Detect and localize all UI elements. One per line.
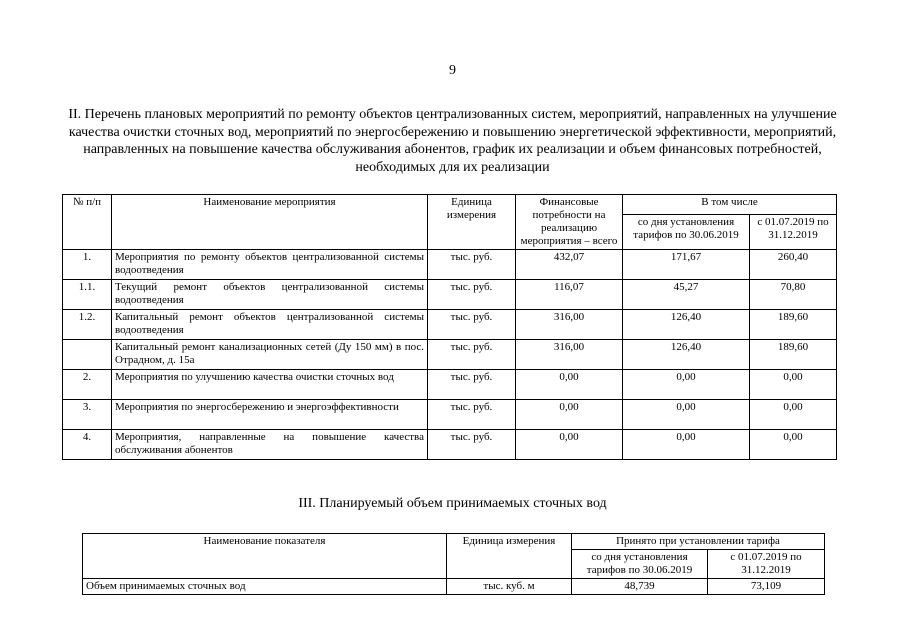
measures-table	[62, 194, 837, 460]
row-num: 1.	[63, 250, 112, 280]
table-header-row	[83, 534, 825, 550]
row-num: 1.1.	[63, 280, 112, 310]
table-row	[83, 579, 825, 595]
col-header-unit: Единица измерения	[428, 195, 516, 250]
volume-table	[82, 533, 825, 595]
row-name: Текущий ремонт объектов централизованной системы водоотведения	[112, 280, 428, 310]
row-unit: тыс. руб.	[428, 340, 516, 370]
row-period2: 70,80	[750, 280, 837, 310]
table-row	[63, 370, 837, 400]
col-header-num: № п/п	[63, 195, 112, 250]
row-unit: тыс. куб. м	[447, 579, 572, 595]
row-total: 316,00	[516, 310, 623, 340]
col-header-including: В том числе	[623, 195, 837, 215]
row-total: 0,00	[516, 370, 623, 400]
row-total: 0,00	[516, 400, 623, 430]
row-period2: 189,60	[750, 310, 837, 340]
table-row	[63, 340, 837, 370]
row-num: 1.2.	[63, 310, 112, 340]
row-unit: тыс. руб.	[428, 400, 516, 430]
table-row	[63, 280, 837, 310]
table-row	[63, 250, 837, 280]
col-header-period2: с 01.07.2019 по 31.12.2019	[708, 550, 825, 579]
row-total: 316,00	[516, 340, 623, 370]
row-period2: 0,00	[750, 430, 837, 460]
table-row	[63, 400, 837, 430]
table-header-row	[63, 195, 837, 215]
row-period1: 126,40	[623, 310, 750, 340]
row-name: Капитальный ремонт объектов централизованной системы водоотведения	[112, 310, 428, 340]
row-total: 0,00	[516, 430, 623, 460]
row-period2: 0,00	[750, 370, 837, 400]
table-row	[63, 430, 837, 460]
row-period1: 171,67	[623, 250, 750, 280]
row-num: 2.	[63, 370, 112, 400]
row-period1: 45,27	[623, 280, 750, 310]
section-3-heading: III. Планируемый объем принимаемых сточных вод	[298, 496, 607, 511]
row-name: Мероприятия по ремонту объектов централизованной системы водоотведения	[112, 250, 428, 280]
col-header-indicator: Наименование показателя	[83, 534, 447, 579]
row-period1: 0,00	[623, 370, 750, 400]
row-name: Мероприятия по энергосбережению и энергоэффективности	[112, 400, 428, 430]
row-period2: 189,60	[750, 340, 837, 370]
col-header-period1: со дня установления тарифов по 30.06.2019	[572, 550, 708, 579]
row-total: 116,07	[516, 280, 623, 310]
row-unit: тыс. руб.	[428, 370, 516, 400]
col-header-name: Наименование мероприятия	[112, 195, 428, 250]
section-2-heading: II. Перечень плановых мероприятий по ремонту объектов централизованных систем, мероприятий, направленных на улучшение качества очистки сточных вод, мероприятий по энергосбережению и повышению энергетической эффективности, мероприятий, направленных на повышение качества обслуживания абонентов, график их реализации и объем финансовых потребностей, необходимых для их реализации	[68, 107, 837, 175]
row-num	[63, 340, 112, 370]
row-unit: тыс. руб.	[428, 310, 516, 340]
row-unit: тыс. руб.	[428, 430, 516, 460]
row-period2: 260,40	[750, 250, 837, 280]
col-header-accepted: Принято при установлении тарифа	[572, 534, 825, 550]
row-period1: 0,00	[623, 400, 750, 430]
row-period2: 73,109	[708, 579, 825, 595]
col-header-finance: Финансовые потребности на реализацию мероприятия – всего	[516, 195, 623, 250]
row-name: Мероприятия по улучшению качества очистки сточных вод	[112, 370, 428, 400]
col-header-period2: с 01.07.2019 по 31.12.2019	[750, 214, 837, 249]
row-name: Объем принимаемых сточных вод	[83, 579, 447, 595]
row-period1: 48,739	[572, 579, 708, 595]
row-name: Мероприятия, направленные на повышение качества обслуживания абонентов	[112, 430, 428, 460]
row-num: 4.	[63, 430, 112, 460]
table-row	[63, 310, 837, 340]
row-period1: 126,40	[623, 340, 750, 370]
row-unit: тыс. руб.	[428, 280, 516, 310]
row-name: Капитальный ремонт канализационных сетей (Ду 150 мм) в пос. Отрадном, д. 15а	[112, 340, 428, 370]
row-total: 432,07	[516, 250, 623, 280]
page-number: 9	[449, 63, 456, 78]
col-header-period1: со дня установления тарифов по 30.06.2019	[623, 214, 750, 249]
row-period1: 0,00	[623, 430, 750, 460]
row-unit: тыс. руб.	[428, 250, 516, 280]
row-num: 3.	[63, 400, 112, 430]
row-period2: 0,00	[750, 400, 837, 430]
col-header-unit: Единица измерения	[447, 534, 572, 579]
